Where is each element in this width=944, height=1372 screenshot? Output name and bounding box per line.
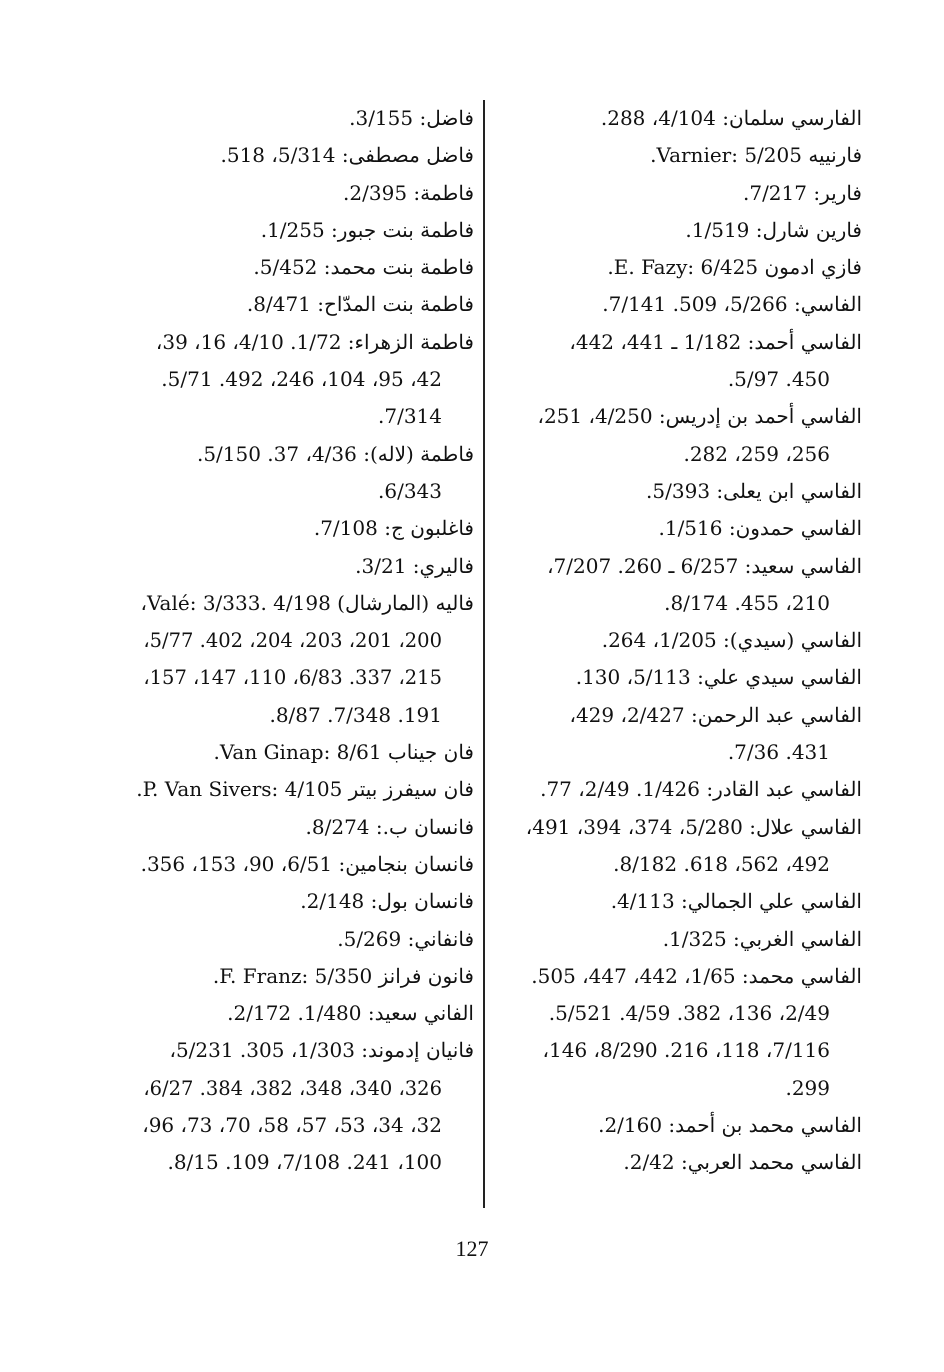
- index-entry-line: 326، 340، 348، 382، 384. 6/27،: [143, 1076, 442, 1100]
- index-entry: [106, 921, 474, 958]
- index-entry: [494, 622, 862, 659]
- index-entry-line: 7/116، 118، 216. 8/290، 146،: [542, 1038, 830, 1063]
- index-entry: [106, 1032, 474, 1181]
- index-entry: [106, 324, 474, 436]
- index-entry-line: 492، 562، 618. 8/182.: [613, 851, 830, 876]
- index-entry: [494, 883, 862, 920]
- index-entry-line: فارير: 7/217.: [742, 180, 862, 205]
- index-entry-line: الفاسي سعيد: 6/257 ـ 260. 7/207،: [547, 553, 862, 578]
- index-entry-line: 299.: [785, 1075, 830, 1100]
- index-entry-line: فازي ادمون E. Fazy: 6/425.: [607, 255, 862, 280]
- index-entry-line: فاطمة: 2/395.: [343, 180, 474, 205]
- index-entry: [494, 286, 862, 323]
- index-entry-line: 7/314.: [378, 404, 442, 429]
- index-entry: [106, 286, 474, 323]
- index-entry: [106, 958, 474, 995]
- index-entry-line: الفاسي عبد القادر: 1/426. 2/49، 77.: [540, 777, 862, 802]
- index-entry: [106, 846, 474, 883]
- index-entry-line: فاليه (المارشال) Valé: 3/333. 4/198،: [140, 590, 474, 615]
- index-entry-line: الفاسي علال: 5/280، 374، 394، 491،: [525, 814, 862, 839]
- index-entry: [494, 659, 862, 696]
- index-entry-line: 32، 34، 53، 57، 58، 70، 73، 96،: [142, 1113, 442, 1138]
- index-entry-line: الفاسي سيدي علي: 5/113، 130.: [575, 665, 862, 690]
- index-entry-line: 256، 259، 282.: [683, 441, 830, 466]
- index-entry-line: الفاسي علي الجمالي: 4/113.: [610, 889, 862, 914]
- index-entry-line: فانسان بول: 2/148.: [300, 889, 474, 914]
- index-entry-line: فانيان إدموند: 1/303، 305. 5/231،: [169, 1038, 474, 1063]
- column-divider: [483, 100, 485, 1208]
- index-entry-line: فاغلبون ج: 7/108.: [313, 516, 474, 541]
- index-entry: [494, 510, 862, 547]
- index-entry: [106, 734, 474, 771]
- index-entry: [494, 771, 862, 808]
- index-entry-line: 100، 241. 7/108، 109. 8/15.: [167, 1150, 442, 1175]
- index-entry-line: 42، 95، 104، 246، 492. 5/71.: [161, 367, 442, 392]
- index-entry-line: فانفاني: 5/269.: [337, 926, 474, 951]
- index-entry: [106, 771, 474, 808]
- index-entry-line: 6/343.: [378, 478, 442, 503]
- index-entry: [494, 137, 862, 174]
- index-entry-line: فاطمة الزهراء: 1/72. 4/10، 16، 39،: [155, 329, 474, 354]
- index-entry-line: 450. 5/97.: [727, 367, 830, 392]
- index-entry-line: 215، 337. 6/83، 110، 147، 157،: [143, 666, 442, 690]
- index-entry-line: الفاسي محمد العربي: 2/42.: [623, 1150, 862, 1175]
- index-entry-line: الفاسي أحمد بن إدريس: 4/250، 251،: [537, 404, 862, 429]
- index-entry: [494, 1107, 862, 1144]
- index-entry-line: فاطمة بنت محمد: 5/452.: [253, 255, 474, 280]
- index-entry-line: 210، 455. 8/174.: [664, 590, 830, 615]
- index-column-left: [106, 100, 474, 1182]
- index-entry-line: الفاسي حمدون: 1/516.: [658, 516, 862, 541]
- index-entry: [494, 548, 862, 623]
- index-entry: [494, 249, 862, 286]
- index-entry: [106, 548, 474, 585]
- index-entry-line: فاطمة (لاله): 4/36، 37. 5/150.: [196, 441, 474, 466]
- index-entry-line: الفاسي الغربي: 1/325.: [662, 926, 862, 951]
- index-entry: [494, 697, 862, 772]
- index-entry: [106, 510, 474, 547]
- index-entry: [106, 249, 474, 286]
- index-entry-line: الفاسي محمد: 1/65، 442، 447، 505.: [531, 963, 862, 988]
- page-number: 127: [455, 1236, 489, 1261]
- index-entry-line: فارنييه Varnier: 5/205.: [650, 143, 862, 168]
- index-entry-line: الفاسي: 5/266، 509. 7/141.: [602, 292, 862, 317]
- index-entry: [494, 921, 862, 958]
- index-entry: [494, 212, 862, 249]
- index-entry: [106, 995, 474, 1032]
- index-entry-line: الفارسي سلمان: 4/104، 288.: [600, 106, 862, 130]
- index-entry: [494, 175, 862, 212]
- index-entry-line: فانسان ب.: 8/274.: [305, 814, 474, 839]
- index-entry: [494, 809, 862, 884]
- index-entry: [106, 137, 474, 174]
- index-entry-line: فانسان بنجامين: 6/51، 90، 153، 356.: [140, 851, 474, 876]
- index-entry: [106, 883, 474, 920]
- index-entry: [494, 1144, 862, 1181]
- index-entry-line: فاطمة بنت المدّاح: 8/471.: [246, 292, 474, 317]
- index-entry-line: الفاسي أحمد: 1/182 ـ 441، 442،: [569, 329, 862, 354]
- index-entry-line: الفاسي (سيدي): 1/205، 264.: [601, 628, 862, 653]
- index-entry: [494, 324, 862, 399]
- index-entry-line: 191. 7/348. 8/87.: [269, 702, 442, 727]
- index-entry: [106, 436, 474, 511]
- index-entry: [494, 398, 862, 473]
- index-entry: [494, 473, 862, 510]
- index-entry-line: فاضل مصطفى: 5/314، 518.: [220, 143, 474, 168]
- index-entry-line: فان جيناب Van Ginap: 8/61.: [213, 740, 474, 765]
- index-entry: [494, 958, 862, 1107]
- index-entry: [106, 212, 474, 249]
- index-entry: [494, 100, 862, 137]
- index-entry-line: فاضل: 3/155.: [349, 106, 474, 130]
- index-entry-line: الفاني سعيد: 1/480. 2/172.: [227, 1001, 474, 1026]
- index-entry: [106, 809, 474, 846]
- index-entry-line: فاليري: 3/21.: [355, 553, 474, 578]
- index-entry-line: 2/49، 136، 382. 4/59. 5/521.: [548, 1001, 830, 1026]
- index-entry-line: الفاسي محمد بن أحمد: 2/160.: [598, 1113, 862, 1138]
- index-entry-line: الفاسي ابن يعلى: 5/393.: [646, 478, 862, 503]
- index-entry-line: 431. 7/36.: [727, 740, 830, 765]
- index-entry-line: فاطمة بنت جبور: 1/255.: [260, 217, 474, 242]
- index-entry-line: الفاسي عبد الرحمن: 2/427، 429،: [569, 702, 862, 727]
- index-entry: [106, 585, 474, 734]
- index-entry-line: 200، 201، 203، 204، 402. 5/77،: [143, 629, 442, 653]
- index-entry: [106, 175, 474, 212]
- index-entry: [106, 100, 474, 137]
- index-entry-line: فانون فرانز F. Franz: 5/350.: [212, 963, 474, 988]
- index-column-right: [494, 100, 862, 1182]
- index-entry-line: فان سيفرز بيتر P. Van Sivers: 4/105.: [136, 777, 474, 802]
- index-entry-line: فارين شارل: 1/519.: [685, 217, 862, 242]
